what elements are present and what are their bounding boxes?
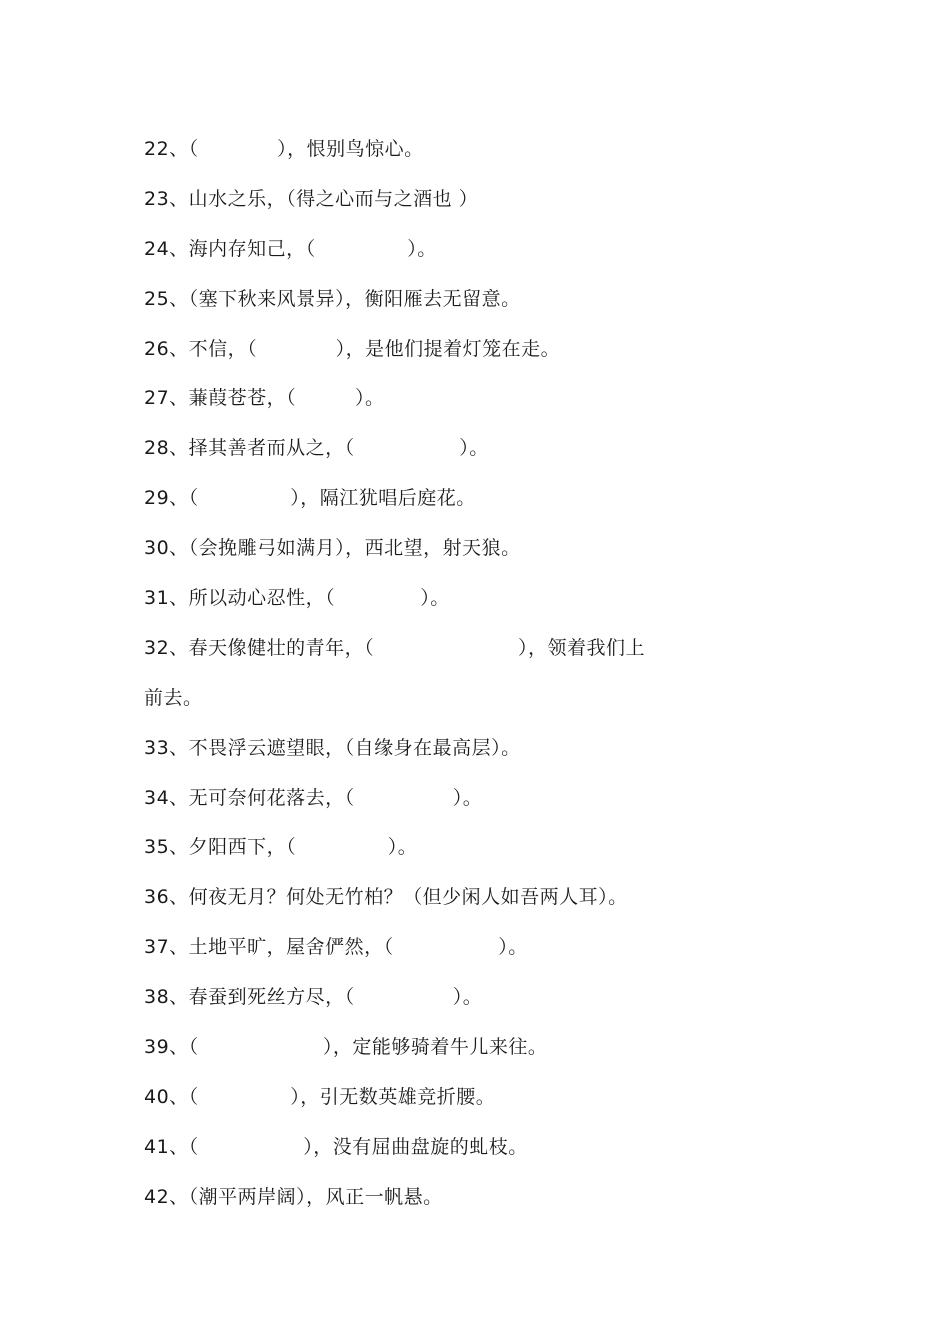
line-22: 22、（ ），恨别鸟惊心。 (144, 138, 424, 160)
line-32-continued: 前去。 (144, 686, 203, 709)
line-32: 32、春天像健壮的青年，（ ），领着我们上 (144, 636, 646, 659)
line-36: 36、何夜无月？何处无竹柏？（但少闲人如吾两人耳）。 (144, 886, 628, 909)
line-37: 37、土地平旷，屋舍俨然，（ ）。 (144, 936, 528, 959)
line-35: 35、夕阳西下，（ ）。 (144, 836, 418, 859)
line-30: 30、（会挽雕弓如满月），西北望，射天狼。 (144, 537, 521, 560)
line-27: 27、蒹葭苍苍，（ ）。 (144, 387, 385, 410)
line-23: 23、山水之乐，（得之心而与之酒也 ） (144, 187, 479, 210)
line-26: 26、不信，（ ），是他们提着灯笼在走。 (144, 337, 561, 360)
line-24: 24、海内存知己，（ ）。 (144, 237, 437, 260)
line-34: 34、无可奈何花落去，（ ）。 (144, 786, 483, 809)
line-29: 29、（ ），隔江犹唱后庭花。 (144, 487, 476, 510)
line-41: 41、（ ），没有屈曲盘旋的虬枝。 (144, 1135, 528, 1158)
line-25: 25、（塞下秋来风景异），衡阳雁去无留意。 (144, 287, 521, 310)
line-40: 40、（ ），引无数英雄竞折腰。 (144, 1085, 496, 1108)
line-42: 42、（潮平两岸阔），风正一帆悬。 (144, 1185, 443, 1208)
text-lines (144, 125, 824, 1223)
line-38: 38、春蚕到死丝方尽，（ ）。 (144, 986, 483, 1009)
line-39: 39、（ ），定能够骑着牛儿来往。 (144, 1036, 548, 1059)
line-28: 28、择其善者而从之，（ ）。 (144, 437, 489, 460)
line-33: 33、不畏浮云遮望眼，（自缘身在最高层）。 (144, 736, 521, 759)
line-31: 31、所以动心忍性，（ ）。 (144, 587, 450, 610)
